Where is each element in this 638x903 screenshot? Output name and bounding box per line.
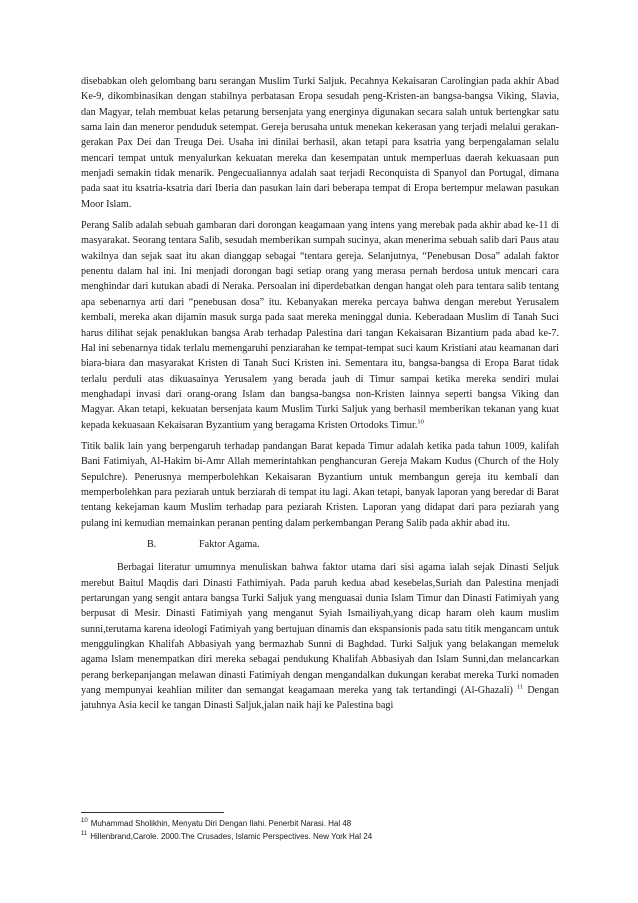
- paragraph: [81, 218, 559, 433]
- section-number: B.: [147, 538, 157, 550]
- footnote-number: 10: [81, 818, 88, 825]
- footnote-text: Hillenbrand,Carole. 2000.The Crusades, Islamic Perspectives. New York Hal 24: [90, 831, 373, 841]
- section-heading: [147, 537, 559, 552]
- paragraph: [81, 439, 559, 531]
- footnote: [81, 818, 559, 831]
- paragraph: [81, 74, 559, 212]
- section-title: Faktor Agama.: [199, 538, 260, 550]
- paragraph-text: Berbagai literatur umumnya menuliskan bahwa faktor utama dari sisi agama ialah sejak Dinasti Seljuk merebut Baitul Maqdis dari Dinasti Fathimiyah. Pada paruh kedua abad kesebelas,Suriah dan Palestina menjadi pertarungan yang sengit antara bangsa Turki Saljuk yang menguasai dunia Islam Timur dan Dinasti Fatimiyah yang berpusat di Mesir. Dinasti Fatimiyah yang menganut Syiah Ismailiyah,yang dicap haram oleh kaum muslim sunni,terutama karena ideologi Fatimiyah yang bertujuan dinamis dan ekspansionis pada satu titik mengancam untuk menggulingkan Khalifah Abbasiyah yang bermazhab Sunni di Baghdad. Turki Saljuk yang belakangan memeluk agama Islam menempatkan diri mereka sebagai pendukung Khalifah Abbasiyah dan Islam Sunni,dan melancarkan perang berkepanjangan melawan dinasti Fatimiyah dengan mengandalkan dukungan kerabat mereka Turki nomaden yang mempunyai keahlian militer dan semangat keagamaan mereka yang tak tertandingi (Al-Ghazali): [81, 562, 559, 697]
- footnote-ref: 10: [417, 418, 424, 426]
- footnote-divider: [81, 812, 224, 813]
- document-body: [81, 74, 559, 720]
- paragraph-text: Perang Salib adalah sebuah gambaran dari dorongan keagamaan yang intens yang merebak pada akhir abad ke-11 di masyarakat. Seorang tentara Salib, sesudah memberikan sumpah sucinya, akan menerima sebuah salib dari Paus atau wakilnya dan sejak saat itu akan dianggap sebagai “tentara gereja. Selanjutnya, “Penebusan Dosa” adalah faktor penentu dalam hal ini. Ini menjadi dorongan bagi setiap orang yang merasa pernah berdosa untuk mencari cara menghindar dari kutukan abadi di Neraka. Persoalan ini diperdebatkan dengan hangat oleh para tentara salib tentang apa sebenarnya arti dari “penebusan dosa” itu. Kebanyakan mereka percaya bahwa dengan merebut Yerusalem kembali, mereka akan dijamin masuk surga pada saat mereka meninggal dunia. Keberadaan Muslim di Tanah Suci harus dilihat sejak penaklukan bangsa Arab terhadap Palestina dari tangan Kekaisaran Bizantium pada abad ke-7. Hal ini sebenarnya tidak terlalu memengaruhi penziarahan ke tempat-tempat suci kaum Kristiani atau keamanan dari biara-biara dan masyarakat Kristen di Tanah Suci Kristen ini. Sementara itu, bangsa-bangsa di Eropa Barat tidak terlalu perduli atas dikuasainya Yerusalem yang berada jauh di Timur sampai ketika mereka sendiri mulai menghadapi invasi dari orang-orang Islam dan bangsa-bangsa non-Kristen lainnya seperti bangsa Viking dan Magyar. Akan tetapi, kekuatan bersenjata kaum Muslim Turki Saljuk yang berhasil memberikan tekanan yang kuat kepada kekuasaan Kekaisaran Byzantium yang beragama Kristen Ortodoks Timur.: [81, 220, 559, 431]
- paragraph-text: disebabkan oleh gelombang baru serangan Muslim Turki Saljuk. Pecahnya Kekaisaran Carolingian pada akhir Abad Ke-9, dikombinasikan dengan stabilnya perbatasan Eropa sesudah peng-Kristen-an bangsa-bangsa Viking, Slavia, dan Magyar, telah membuat kelas petarung bersenjata yang energinya digunakan secara salah untuk bertengkar satu sama lain dan meneror penduduk setempat. Gereja berusaha untuk menekan kekerasan yang terjadi melalui gerakan-gerakan Pax Dei dan Treuga Dei. Usaha ini dinilai berhasil, akan tetapi para ksatria yang berpengalaman selalu mencari tempat untuk menyalurkan kekuatan mereka dan kesempatan untuk memperluas daerah kekuasaan pun menjadi semakin tidak menarik. Pengecualiannya adalah saat terjadi Reconquista di Spanyol dan Portugal, dimana pada saat itu ksatria-ksatria dari Iberia dan pasukan lain dari beberapa tempat di Eropa bertempur melawan pasukan Moor Islam.: [81, 76, 559, 210]
- footnote-ref: 11: [516, 683, 524, 691]
- footnote: [81, 831, 559, 844]
- paragraph-text: Titik balik lain yang berpengaruh terhadap pandangan Barat kepada Timur adalah ketika pada tahun 1009, kalifah Bani Fatimiyah, Al-Hakim bi-Amr Allah memerintahkan penghancuran Gereja Makam Kudus (Church of the Holy Sepulchre). Penerusnya memperbolehkan Kekaisaran Byzantium untuk membangun gereja itu kembali dan memperbolehkan para peziarah untuk berziarah di tempat itu lagi. Akan tetapi, banyak laporan yang beredar di Barat tentang kekejaman kaum Muslim terhadap para peziarah Kristen. Laporan yang didapat dari para peziarah yang pulang ini kemudian memainkan peranan penting dalam perkembangan Perang Salib pada akhir abad itu.: [81, 440, 559, 529]
- footnotes: [81, 818, 559, 843]
- paragraph-text: Dengan jatuhnya Asia kecil ke tangan Dinasti Saljuk,jalan naik haji ke Palestina bagi: [81, 685, 559, 712]
- footnote-text: Muhammad Sholikhin, Menyatu Diri Dengan Ilahi. Penerbit Narasi. Hal 48: [90, 819, 352, 828]
- footnote-number: 11: [81, 830, 88, 837]
- paragraph: [81, 560, 559, 713]
